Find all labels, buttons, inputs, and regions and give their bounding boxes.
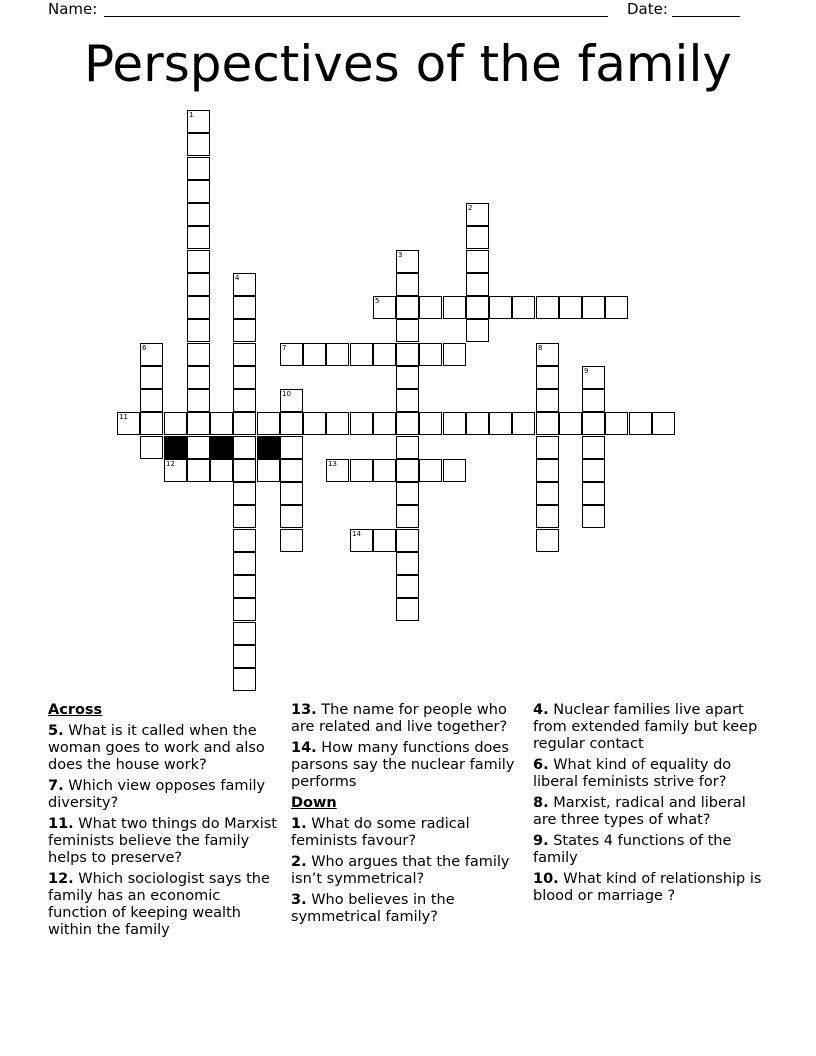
grid-cell[interactable] — [280, 343, 303, 366]
clue-number: 8. — [533, 795, 549, 811]
grid-cell[interactable] — [419, 296, 442, 319]
clue-number: 13. — [291, 702, 317, 718]
cell-number: 10 — [282, 390, 291, 398]
grid-cell[interactable] — [536, 412, 559, 435]
cell-number: 7 — [282, 344, 287, 352]
grid-cell[interactable] — [512, 412, 535, 435]
down-heading: Down — [291, 795, 337, 811]
grid-cell[interactable] — [280, 505, 303, 528]
clue-across-14 — [291, 740, 523, 791]
grid-cell[interactable] — [326, 343, 349, 366]
cell-number: 4 — [235, 274, 240, 282]
grid-cell[interactable] — [536, 459, 559, 482]
clue-across-13 — [291, 702, 523, 736]
grid-cell[interactable] — [396, 598, 419, 621]
cell-number: 3 — [398, 251, 403, 259]
clue-number: 7. — [48, 778, 64, 794]
grid-cell[interactable] — [512, 296, 535, 319]
grid-cell[interactable] — [187, 296, 210, 319]
clue-down-8 — [533, 795, 765, 829]
grid-cell[interactable] — [419, 412, 442, 435]
grid-cell[interactable] — [466, 250, 489, 273]
clue-number: 12. — [48, 871, 74, 887]
grid-cell[interactable] — [373, 529, 396, 552]
grid-cell[interactable] — [350, 343, 373, 366]
grid-cell[interactable] — [210, 459, 233, 482]
grid-cell[interactable] — [536, 529, 559, 552]
across-heading: Across — [48, 702, 103, 718]
grid-cell[interactable] — [350, 459, 373, 482]
grid-cell[interactable] — [559, 412, 582, 435]
grid-cell[interactable] — [280, 529, 303, 552]
grid-cell[interactable] — [489, 412, 512, 435]
grid-cell[interactable] — [233, 343, 256, 366]
grid-cell[interactable] — [373, 343, 396, 366]
grid-cell[interactable] — [233, 668, 256, 691]
grid-cell[interactable] — [280, 459, 303, 482]
grid-cell[interactable] — [419, 459, 442, 482]
grid-cell[interactable] — [582, 436, 605, 459]
grid-cell[interactable] — [466, 203, 489, 226]
grid-cell[interactable] — [396, 459, 419, 482]
name-label: Name: — [48, 0, 98, 18]
grid-cell[interactable] — [187, 226, 210, 249]
clue-number: 6. — [533, 757, 549, 773]
grid-cell[interactable] — [396, 366, 419, 389]
clue-text: Which sociologist says the family has an economic function of keeping wealth within the family — [48, 871, 270, 938]
grid-cell[interactable] — [187, 157, 210, 180]
clue-text: How many functions does parsons say the nuclear family performs — [291, 740, 515, 790]
clue-text: The name for people who are related and live together? — [291, 702, 508, 735]
clue-text: What is it called when the woman goes to work and also does the house work? — [48, 723, 265, 773]
grid-cell[interactable] — [326, 412, 349, 435]
grid-cell[interactable] — [210, 412, 233, 435]
grid-cell[interactable] — [559, 296, 582, 319]
grid-cell[interactable] — [280, 436, 303, 459]
grid-cell[interactable] — [187, 459, 210, 482]
grid-cell[interactable] — [582, 389, 605, 412]
grid-cell[interactable] — [466, 226, 489, 249]
clue-text: Nuclear families live apart from extended family but keep regular contact — [533, 702, 758, 752]
clue-text: Which view opposes family diversity? — [48, 778, 266, 811]
grid-cell[interactable] — [536, 505, 559, 528]
clue-number: 1. — [291, 816, 307, 832]
clue-text: What kind of relationship is blood or marriage ? — [533, 871, 762, 904]
grid-cell[interactable] — [187, 389, 210, 412]
grid-cell[interactable] — [233, 552, 256, 575]
grid-cell[interactable] — [396, 575, 419, 598]
clue-number: 4. — [533, 702, 549, 718]
cell-number: 6 — [142, 344, 147, 352]
grid-cell[interactable] — [373, 296, 396, 319]
grid-cell[interactable] — [582, 505, 605, 528]
clue-across-11 — [48, 816, 280, 867]
grid-cell[interactable] — [466, 412, 489, 435]
grid-cell[interactable] — [443, 459, 466, 482]
grid-cell[interactable] — [187, 273, 210, 296]
grid-cell[interactable] — [536, 482, 559, 505]
cell-number: 2 — [468, 204, 473, 212]
grid-cell[interactable] — [187, 366, 210, 389]
grid-cell[interactable] — [187, 436, 210, 459]
grid-cell[interactable] — [233, 273, 256, 296]
date-label: Date: — [627, 0, 668, 18]
clue-down-9 — [533, 833, 765, 867]
grid-cell[interactable] — [443, 412, 466, 435]
grid-cell[interactable] — [187, 319, 210, 342]
grid-cell[interactable] — [303, 343, 326, 366]
grid-cell[interactable] — [466, 296, 489, 319]
clue-text: What kind of equality do liberal feminists strive for? — [533, 757, 732, 790]
cell-number: 5 — [375, 297, 380, 305]
grid-cell[interactable] — [582, 482, 605, 505]
clues-column-1 — [48, 702, 280, 943]
clue-text: Who argues that the family isn’t symmetrical? — [291, 854, 510, 887]
grid-cell[interactable] — [443, 343, 466, 366]
grid-cell[interactable] — [187, 250, 210, 273]
grid-cell[interactable] — [187, 412, 210, 435]
clue-number: 14. — [291, 740, 317, 756]
grid-cell[interactable] — [373, 459, 396, 482]
cell-number: 1 — [189, 111, 194, 119]
clue-down-10 — [533, 871, 765, 905]
grid-cell[interactable] — [233, 459, 256, 482]
grid-cell[interactable] — [233, 645, 256, 668]
grid-cell[interactable] — [536, 389, 559, 412]
grid-cell[interactable] — [280, 412, 303, 435]
grid-cell[interactable] — [396, 412, 419, 435]
grid-cell[interactable] — [187, 343, 210, 366]
grid-cell[interactable] — [652, 412, 675, 435]
grid-cell[interactable] — [373, 412, 396, 435]
grid-cell[interactable] — [396, 273, 419, 296]
grid-cell[interactable] — [233, 366, 256, 389]
grid-cell[interactable] — [466, 319, 489, 342]
grid-cell[interactable] — [233, 296, 256, 319]
grid-cell[interactable] — [396, 529, 419, 552]
grid-cell[interactable] — [605, 412, 628, 435]
clue-text: What two things do Marxist feminists believe the family helps to preserve? — [48, 816, 277, 866]
cell-number: 11 — [119, 413, 128, 421]
clue-across-12 — [48, 871, 280, 939]
clue-down-3 — [291, 892, 523, 926]
grid-cell[interactable] — [140, 343, 163, 366]
black-cell — [210, 436, 233, 459]
grid-cell[interactable] — [466, 273, 489, 296]
grid-cell[interactable] — [233, 319, 256, 342]
grid-cell[interactable] — [536, 343, 559, 366]
cell-number: 12 — [166, 460, 175, 468]
grid-cell[interactable] — [582, 459, 605, 482]
black-cell — [164, 436, 187, 459]
grid-cell[interactable] — [233, 436, 256, 459]
grid-cell[interactable] — [396, 296, 419, 319]
grid-cell[interactable] — [396, 250, 419, 273]
grid-cell[interactable] — [117, 412, 140, 435]
grid-cell[interactable] — [257, 459, 280, 482]
grid-cell[interactable] — [396, 482, 419, 505]
clue-number: 10. — [533, 871, 559, 887]
grid-cell[interactable] — [536, 436, 559, 459]
grid-cell[interactable] — [350, 529, 373, 552]
black-cell — [257, 436, 280, 459]
grid-cell[interactable] — [187, 180, 210, 203]
grid-cell[interactable] — [582, 366, 605, 389]
grid-cell[interactable] — [396, 343, 419, 366]
clue-across-7 — [48, 778, 280, 812]
grid-cell[interactable] — [233, 575, 256, 598]
grid-cell[interactable] — [233, 412, 256, 435]
clues-column-2 — [291, 702, 523, 930]
grid-cell[interactable] — [396, 436, 419, 459]
grid-cell[interactable] — [164, 412, 187, 435]
grid-cell[interactable] — [350, 412, 373, 435]
grid-cell[interactable] — [187, 133, 210, 156]
grid-cell[interactable] — [257, 412, 280, 435]
clue-across-5 — [48, 723, 280, 774]
grid-cell[interactable] — [396, 552, 419, 575]
grid-cell[interactable] — [164, 459, 187, 482]
cell-number: 9 — [584, 367, 589, 375]
grid-cell[interactable] — [233, 505, 256, 528]
cell-number: 14 — [352, 530, 361, 538]
grid-cell[interactable] — [140, 412, 163, 435]
clue-text: What do some radical feminists favour? — [291, 816, 470, 849]
grid-cell[interactable] — [396, 319, 419, 342]
page-title: Perspectives of the family — [84, 35, 732, 93]
grid-cell[interactable] — [140, 389, 163, 412]
clue-text: Who believes in the symmetrical family? — [291, 892, 455, 925]
clues-column-3 — [533, 702, 765, 909]
grid-cell[interactable] — [233, 622, 256, 645]
grid-cell[interactable] — [280, 389, 303, 412]
grid-cell[interactable] — [582, 412, 605, 435]
cell-number: 8 — [538, 344, 543, 352]
grid-cell[interactable] — [140, 436, 163, 459]
clue-down-6 — [533, 757, 765, 791]
grid-cell[interactable] — [396, 389, 419, 412]
grid-cell[interactable] — [443, 296, 466, 319]
clue-number: 9. — [533, 833, 549, 849]
grid-cell[interactable] — [536, 366, 559, 389]
grid-cell[interactable] — [140, 366, 163, 389]
grid-cell[interactable] — [326, 459, 349, 482]
grid-cell[interactable] — [536, 296, 559, 319]
clue-text: States 4 functions of the family — [533, 833, 732, 866]
grid-cell[interactable] — [280, 482, 303, 505]
clue-number: 3. — [291, 892, 307, 908]
clue-number: 11. — [48, 816, 74, 832]
clue-number: 5. — [48, 723, 64, 739]
grid-cell[interactable] — [187, 203, 210, 226]
grid-cell[interactable] — [489, 296, 512, 319]
grid-cell[interactable] — [396, 505, 419, 528]
grid-cell[interactable] — [582, 296, 605, 319]
clue-down-2 — [291, 854, 523, 888]
grid-cell[interactable] — [419, 343, 442, 366]
clue-down-4 — [533, 702, 765, 753]
grid-cell[interactable] — [187, 110, 210, 133]
clue-number: 2. — [291, 854, 307, 870]
grid-cell[interactable] — [233, 389, 256, 412]
clue-text: Marxist, radical and liberal are three types of what? — [533, 795, 746, 828]
grid-cell[interactable] — [233, 482, 256, 505]
grid-cell[interactable] — [233, 598, 256, 621]
grid-cell[interactable] — [233, 529, 256, 552]
clue-down-1 — [291, 816, 523, 850]
cell-number: 13 — [328, 460, 337, 468]
grid-cell[interactable] — [303, 412, 326, 435]
grid-cell[interactable] — [629, 412, 652, 435]
grid-cell[interactable] — [605, 296, 628, 319]
